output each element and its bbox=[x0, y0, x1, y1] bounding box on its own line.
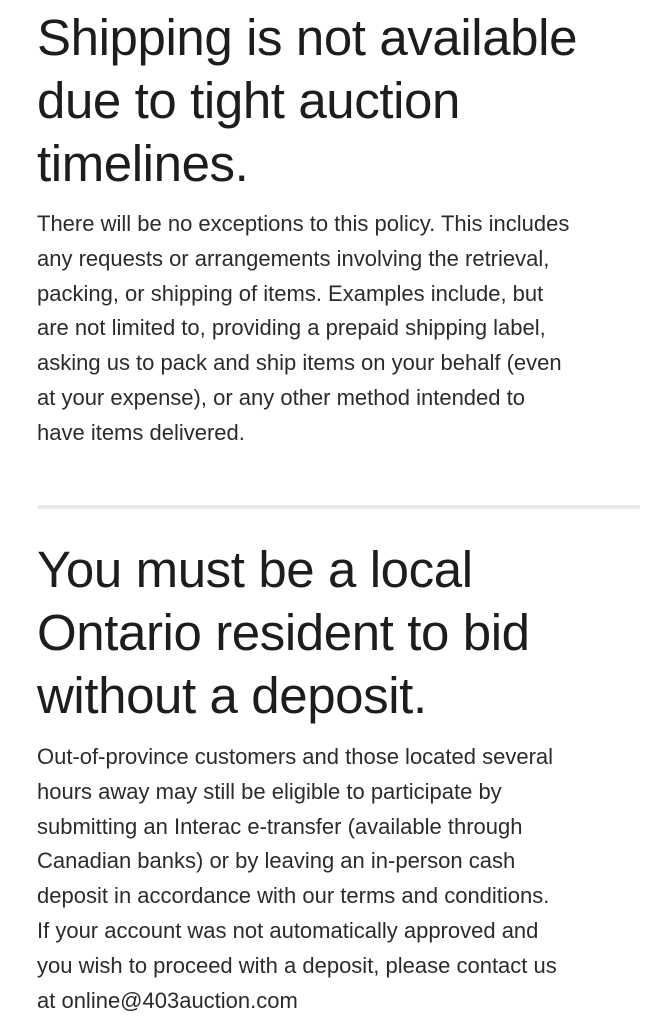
shipping-policy-heading: Shipping is not available due to tight auction timelines. bbox=[37, 9, 578, 192]
section-divider bbox=[37, 505, 640, 509]
shipping-policy-text: There will be no exceptions to this policy. This includes any requests or arrangements involving the retrieval, packing, or shipping of items. Examples include, but are not limited to, providing a prepaid shipping label, asking us to pack and ship items on your behalf (even at your expense), or any other method intended to have items delivered. bbox=[37, 211, 570, 445]
residency-policy-text: Out-of-province customers and those located several hours away may still be eligible to participate by submitting an Interac e-transfer (available through Canadian banks) or by leaving an in-person cash deposit in accordance with our terms and conditions. If your account was not automatically approved and you wish to proceed with a deposit, please contact us at online@403auction.com bbox=[37, 744, 557, 1013]
residency-policy-heading: You must be a local Ontario resident to bid without a deposit. bbox=[37, 541, 530, 724]
